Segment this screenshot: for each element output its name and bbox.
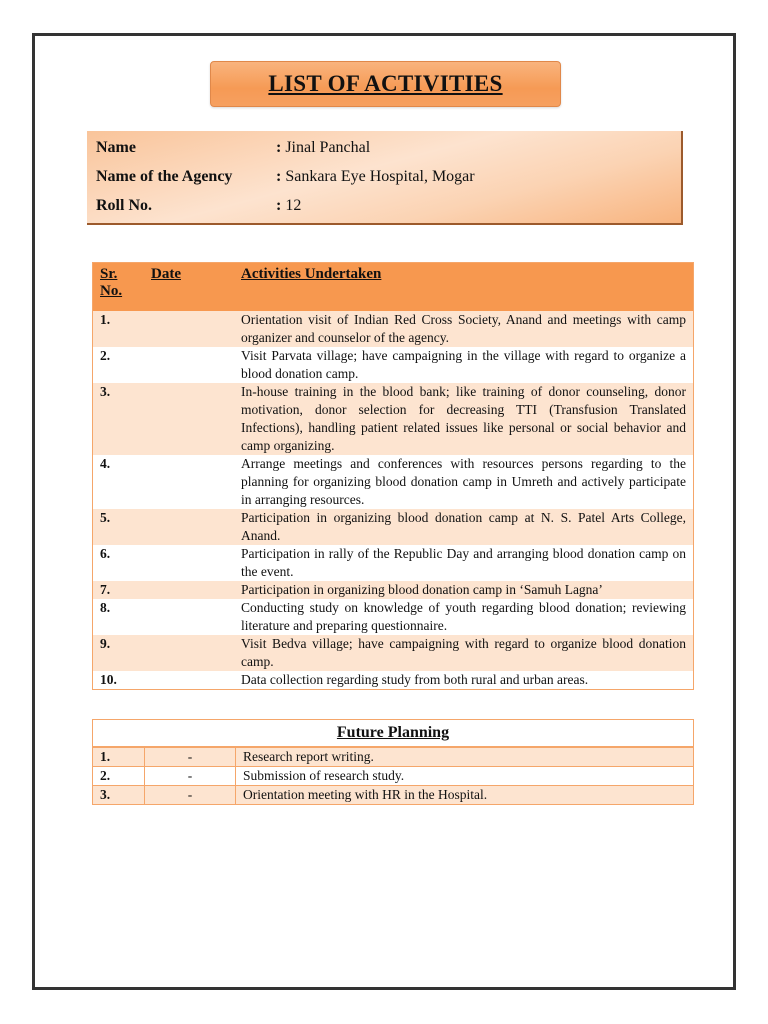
cell-sr: 5. [93, 509, 145, 545]
header-date: Date [144, 263, 234, 312]
cell-sr: 2. [93, 767, 145, 786]
cell-sr: 7. [93, 581, 145, 599]
cell-date [144, 347, 234, 383]
cell-act: Data collection regarding study from both rural and urban areas. [234, 671, 694, 690]
cell-act: Participation in organizing blood donation camp at N. S. Patel Arts College, Anand. [234, 509, 694, 545]
info-row-agency: Name of the Agency : Sankara Eye Hospital, Mogar [96, 168, 475, 185]
cell-sr: 1. [93, 311, 145, 347]
cell-sr: 9. [93, 635, 145, 671]
cell-date [144, 311, 234, 347]
table-row [93, 545, 694, 581]
info-label: Roll No. [96, 197, 152, 214]
cell-act: Participation in rally of the Republic Day and arranging blood donation camp on the event. [234, 545, 694, 581]
future-planning-table [92, 719, 694, 805]
cell-date [144, 509, 234, 545]
table-row [93, 455, 694, 509]
cell-sr: 1. [93, 747, 145, 767]
cell-sr: 4. [93, 455, 145, 509]
table-row [93, 671, 694, 690]
page-frame [32, 33, 736, 990]
cell-act: Arrange meetings and conferences with resources persons regarding to the planning for organizing blood donation camp in Umreth and actively participate in arranging resources. [234, 455, 694, 509]
info-row-name: Name : Jinal Panchal [96, 139, 371, 156]
cell-sr: 8. [93, 599, 145, 635]
cell-act: Conducting study on knowledge of youth regarding blood donation; reviewing literature and preparing questionnaire. [234, 599, 694, 635]
cell-date [144, 671, 234, 690]
table-row [93, 747, 694, 767]
cell-date [144, 635, 234, 671]
header-activity: Activities Undertaken [234, 263, 694, 312]
page-title: LIST OF ACTIVITIES [268, 71, 503, 96]
future-heading: Future Planning [93, 720, 694, 748]
info-row-roll: Roll No. : 12 [96, 197, 302, 214]
title-banner [210, 61, 561, 107]
cell-act: Visit Bedva village; have campaigning with regard to organize blood donation camp. [234, 635, 694, 671]
cell-sr: 2. [93, 347, 145, 383]
cell-date [144, 545, 234, 581]
cell-act: Participation in organizing blood donation camp in ‘Samuh Lagna’ [234, 581, 694, 599]
cell-date: - [145, 747, 236, 767]
info-label: Name [96, 139, 136, 156]
table-row [93, 311, 694, 347]
table-row [93, 767, 694, 786]
cell-date [144, 455, 234, 509]
table-row [93, 635, 694, 671]
cell-date: - [145, 767, 236, 786]
info-label: Name of the Agency [96, 168, 233, 185]
cell-date [144, 581, 234, 599]
table-row [93, 599, 694, 635]
cell-act: Orientation meeting with HR in the Hospital. [236, 786, 694, 805]
table-row [93, 786, 694, 805]
cell-act: Submission of research study. [236, 767, 694, 786]
activities-table [92, 262, 694, 690]
cell-sr: 3. [93, 383, 145, 455]
cell-act: In-house training in the blood bank; like training of donor counseling, donor motivation, donor selection for decreasing TTI (Transfusion Translated Infections), handling patient related issues like personal or social behavior and camp organizing. [234, 383, 694, 455]
info-box [87, 131, 683, 225]
cell-act: Visit Parvata village; have campaigning in the village with regard to organize a blood donation camp. [234, 347, 694, 383]
info-value: Sankara Eye Hospital, Mogar [285, 168, 475, 185]
table-row [93, 383, 694, 455]
table-row [93, 347, 694, 383]
future-header-row [93, 720, 694, 748]
cell-date: - [145, 786, 236, 805]
info-value: 12 [285, 197, 302, 214]
cell-sr: 6. [93, 545, 145, 581]
activities-header-row [93, 263, 694, 312]
cell-act: Orientation visit of Indian Red Cross Society, Anand and meetings with camp organizer and counselor of the agency. [234, 311, 694, 347]
cell-act: Research report writing. [236, 747, 694, 767]
info-value: Jinal Panchal [285, 139, 371, 156]
cell-sr: 10. [93, 671, 145, 690]
cell-sr: 3. [93, 786, 145, 805]
cell-date [144, 383, 234, 455]
table-row [93, 581, 694, 599]
table-row [93, 509, 694, 545]
header-sr: Sr. No. [93, 263, 145, 312]
cell-date [144, 599, 234, 635]
